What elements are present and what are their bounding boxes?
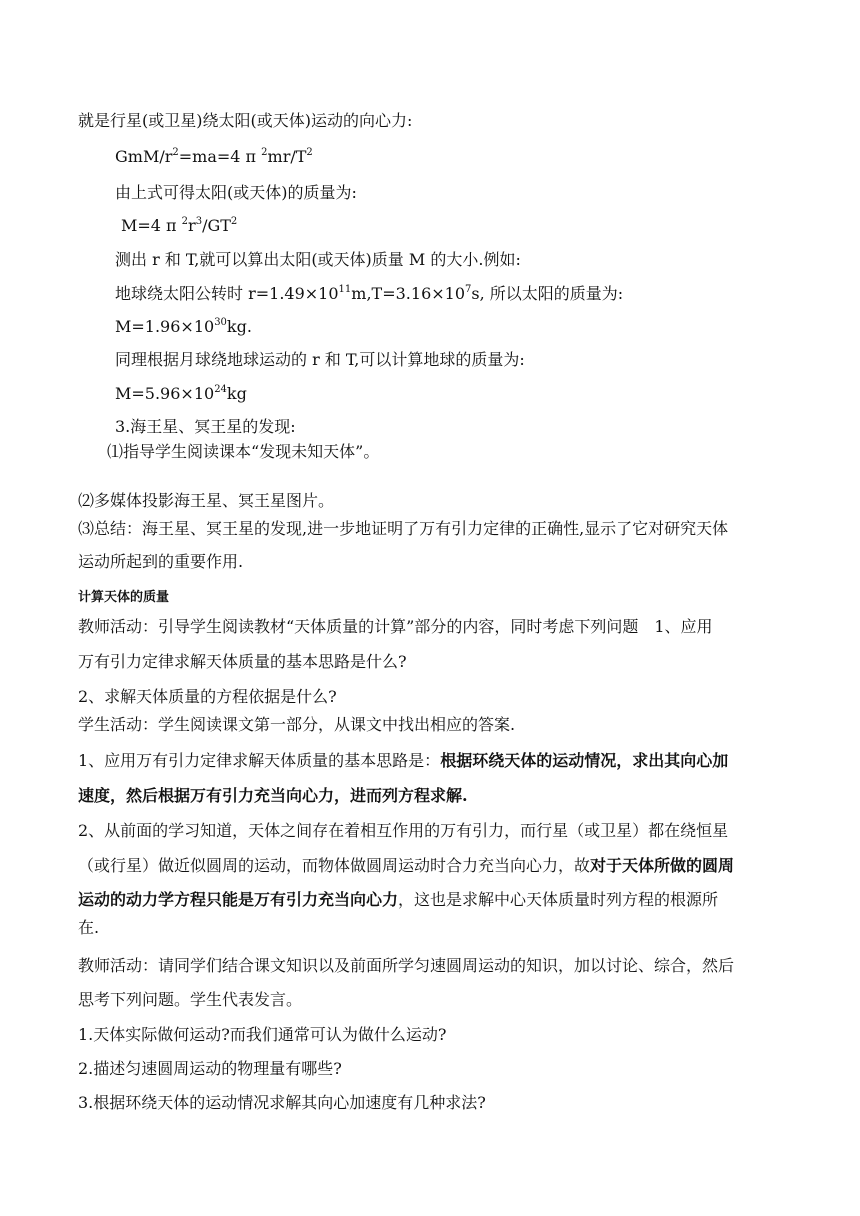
text-line-earth-orbit: 地球绕太阳公转时 $r=1.49\times 10^{11}m,T=3.16\times 10^7s$, 所以太阳的质量为: [115, 283, 624, 303]
text-line: 2、求解天体质量的方程依据是什么? [78, 687, 337, 706]
text-line: 同理根据月球绕地球运动的 r 和 T,可以计算地球的质量为: [115, 350, 525, 369]
formula-gravity-equals-centripetal: GmM/$r^2=ma=4$ π $^2mr/T^2$ [115, 146, 313, 166]
text-line: 在. [78, 918, 100, 937]
answer-line: 1、应用万有引力定律求解天体质量的基本思路是：根据环绕天体的运动情况，求出其向心加 [78, 751, 729, 770]
question-item: 2.描述匀速圆周运动的物理量有哪些? [78, 1059, 342, 1078]
list-item: ⑴指导学生阅读课本“发现未知天体”。 [107, 442, 380, 461]
section-subtitle: 3.海王星、冥王星的发现: [115, 417, 296, 436]
text-line: 2、从前面的学习知道，天体之间存在着相互作用的万有引力，而行星（或卫星）都在绕恒星 [78, 821, 729, 840]
text-line: （或行星）做近似圆周的运动，而物体做圆周运动时合力充当向心力，故对于天体所做的圆周 [78, 856, 735, 875]
text-line: 运动所起到的重要作用. [78, 552, 244, 571]
text-line: 就是行星(或卫星)绕太阳(或天体)运动的向心力: [78, 111, 413, 130]
text-line: 运动的动力学方程只能是万有引力充当向心力，这也是求解中心天体质量时列方程的根源所 [78, 890, 719, 909]
list-item: ⑶总结：海王星、冥王星的发现,进一步地证明了万有引力定律的正确性,显示了它对研究天体 [78, 519, 729, 538]
text-line: 思考下列问题。学生代表发言。 [78, 990, 303, 1009]
text-line: 测出 r 和 T,就可以算出太阳(或天体)质量 M 的大小.例如: [115, 250, 521, 269]
text-line: 教师活动：引导学生阅读教材“天体质量的计算”部分的内容，同时考虑下列问题 1、应用 [78, 617, 713, 636]
section-heading: 计算天体的质量 [78, 590, 170, 605]
question-item: 3.根据环绕天体的运动情况求解其向心加速度有几种求法? [78, 1093, 486, 1112]
list-item: ⑵多媒体投影海王星、冥王星图片。 [78, 491, 335, 510]
text-line: 由上式可得太阳(或天体)的质量为: [115, 183, 357, 202]
text-line: 万有引力定律求解天体质量的基本思路是什么? [78, 652, 407, 671]
earth-mass-value: $M=5.96\times 10^{24}kg$ [115, 383, 247, 403]
question-item: 1.天体实际做何运动?而我们通常可认为做什么运动? [78, 1025, 447, 1044]
text-line: 学生活动：学生阅读课文第一部分，从课文中找出相应的答案. [78, 715, 516, 734]
sun-mass-value: $M=1.96\times 10^{30}kg$. [115, 316, 252, 336]
formula-sun-mass: M=4 π $^2r^3/GT^2$ [121, 215, 238, 235]
text-line: 教师活动：请同学们结合课文知识以及前面所学匀速圆周运动的知识，加以讨论、综合，然后 [78, 956, 735, 975]
answer-line-bold: 速度，然后根据万有引力充当向心力，进而列方程求解. [78, 786, 468, 805]
